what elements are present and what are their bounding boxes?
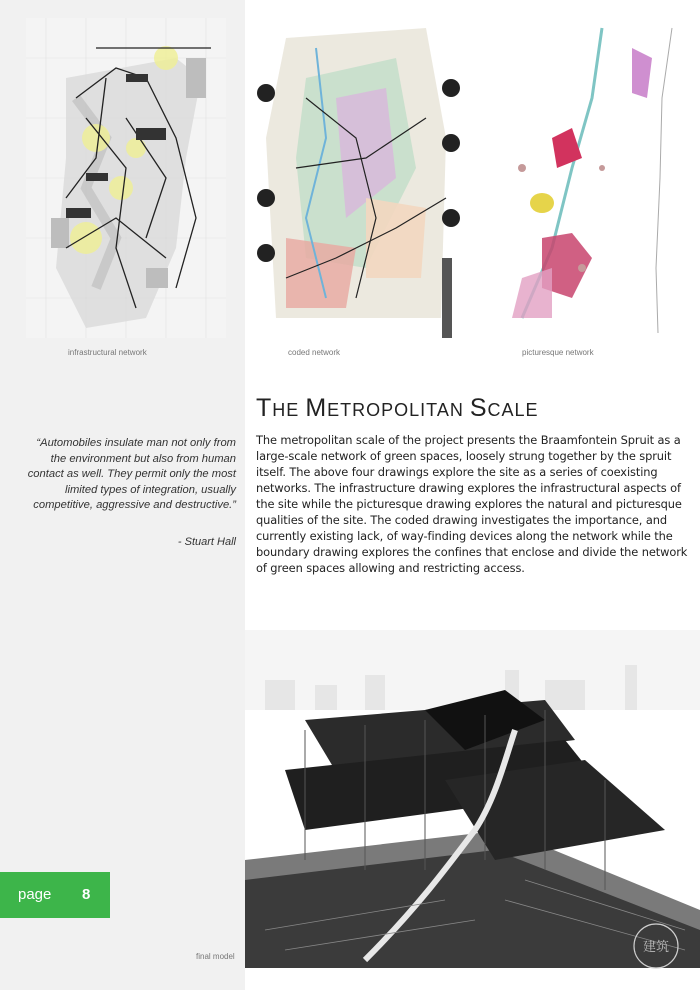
map-caption: infrastructural network xyxy=(68,348,147,357)
page-number: 8 xyxy=(82,886,91,903)
picturesque-network-map xyxy=(482,18,682,338)
final-model-image xyxy=(245,630,700,968)
body-paragraph: The metropolitan scale of the project presents the Braamfontein Spruit as a large-scale network of green spaces, loosely strung together by the spruit itself. The above four drawings explore the site as a series of coexisting networks. The infrastructure drawing explores the infrastructural aspects of the site while the picturesque drawing explores the natural and picturesque qualities of the site. The coded drawing investigates the importance, and currently existing lack, of way-finding devices along the network while the boundary drawing explores the confines that enclose and divide the network of green spaces allowing and restricting access. xyxy=(256,433,688,575)
page-tab xyxy=(0,872,110,918)
quote-author: - Stuart Hall xyxy=(177,536,236,548)
page-label: page xyxy=(18,886,52,903)
title-rest: CALE xyxy=(487,400,539,420)
map-caption: picturesque network xyxy=(522,348,594,357)
watermark-logo xyxy=(620,920,692,972)
title-rest: HE xyxy=(272,400,300,420)
title-initial: M xyxy=(305,394,328,422)
infrastructural-network-map xyxy=(26,18,226,338)
watermark-text: 建筑 xyxy=(642,940,670,955)
map-caption: coded network xyxy=(288,348,341,357)
pull-quote: “Automobiles insulate man not only from the environment but also from human contact as well. They permit only the most limited types of integration, usually competitive, aggressive and destructive.” xyxy=(27,437,236,511)
title-rest: ETROPOLITAN xyxy=(327,400,464,420)
coded-network-map xyxy=(246,18,472,338)
title-initial: S xyxy=(469,394,488,422)
section-title xyxy=(256,394,539,423)
title-initial: T xyxy=(256,394,273,422)
model-caption: final model xyxy=(196,952,235,961)
